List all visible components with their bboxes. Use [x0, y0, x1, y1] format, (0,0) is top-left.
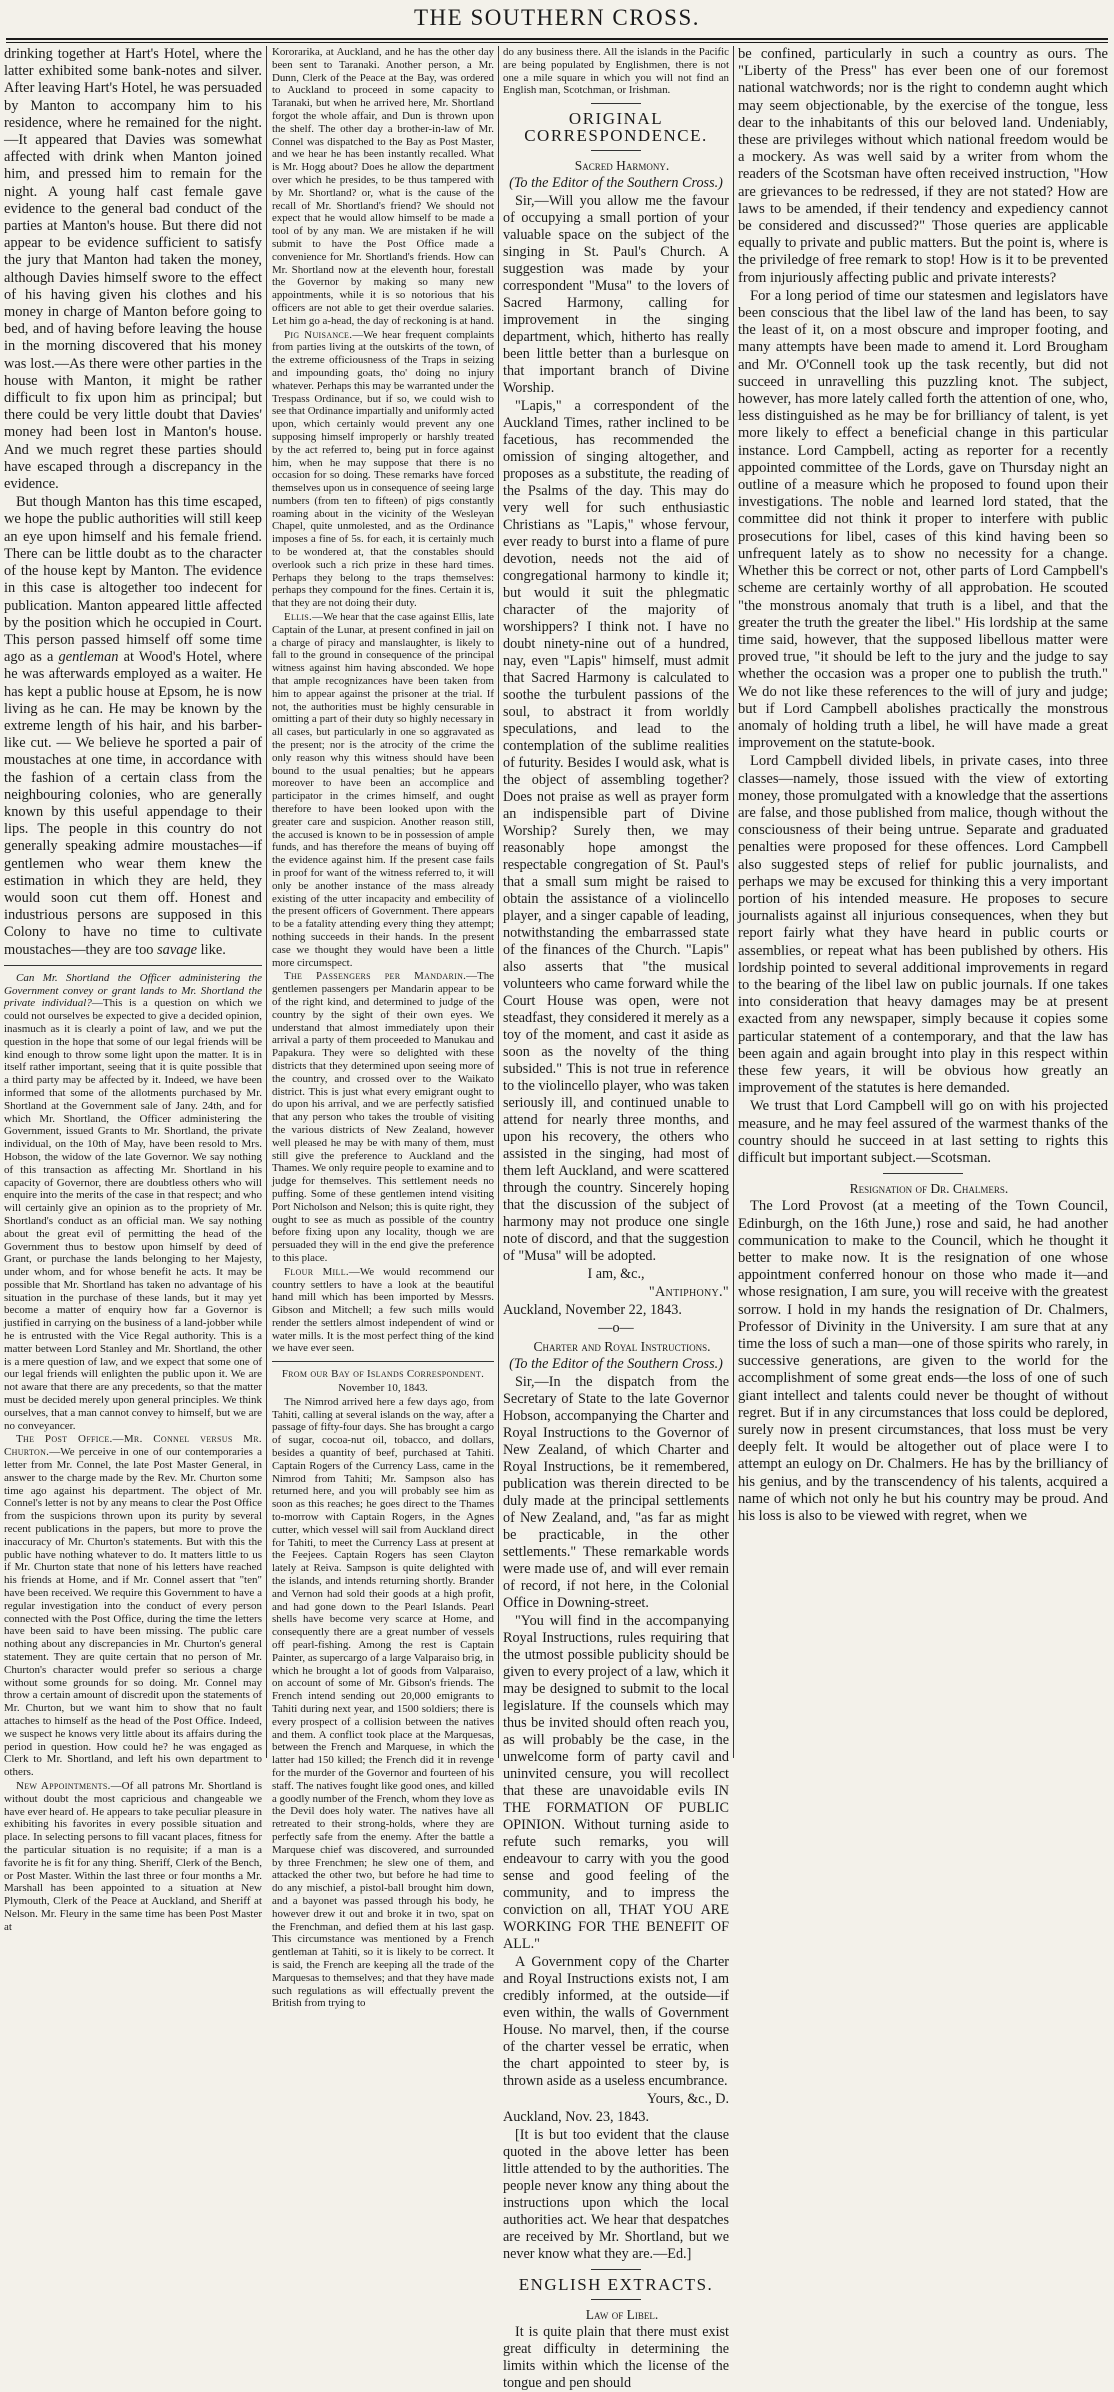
masthead-title: THE SOUTHERN CROSS.	[413, 5, 700, 30]
letter-paragraph: Sir,—In the dispatch from the Secretary of State to the late Governor Hobson, accompanying the Charter and Royal Instructions to the Governor of New Zealand, of which Charter and Royal Instructions, be it remembered, publication was therein directed to be duly made at the principal settlements of New Zealand, and, "as far as might be practicable, in the other settlements." These remarkable words were made use of, and will ever remain of record, if not here, in the Colonial Office in Downing-street.	[503, 1374, 729, 1612]
dateline: November 10, 1843.	[338, 1382, 428, 1395]
article-paragraph: Ellis.—We hear that the case against Ellis, late Captain of the Lunar, at present confined in jail on a charge of piracy and manslaughter, is likely to fall to the ground in consequence of the principal witness against him having absconded. We hope that ample recognizances have been taken from him to appear against the prisoner at the trial. If not, the authorities must be highly censurable in omitting a part of their duty so highly necessary in all cases, but particularly in one so aggravated as the present; nor is the atrocity of the crime the only reason why this witness should have been bound to the usual penalties; but he appears moreover to have been an accomplice and participator in the crimes himself, and ought therefore to have been looked upon with the greater care and suspicion. Another reason still, the accused is known to be in possession of ample funds, and has therefore the means of buying off the evidence against him. If the present case fails in proof for want of the witness referred to, it will only be another instance of the mass already existing of the utter incapacity and embecility of the present officers of Government. There appears to be a fatality attending every thing they attempt; nothing succeeds in their hands. In the present case we thought they would have been a little more circumspect.	[272, 611, 494, 969]
letter-addressee: (To the Editor of the Southern Cross.)	[509, 175, 723, 192]
article-paragraph: The Lord Provost (at a meeting of the Town Council, Edinburgh, on the 16th June,) rose and said, he had another communication to make to the Council, which he thought it better to make now. It is the resignation of one whose appointment conferred honour on those who made it—and whose resignation, I am sure, you will receive with the greatest sorrow. I hold in my hands the resignation of Dr. Chalmers, Professor of Divinity in the University. I am sure that at any time the loss of such a man—one of those spirits who rarely, in successive generations, are given to the world for the accomplishment of some great ends—the loss of one of such giant intellect and talents could never be thought of without regret. But if in any circumstances that loss could be deplored, surely now in present circumstances, that loss must be very deeply felt. It would be altogether out of place were I to attempt an eulogy on Dr. Chalmers. He has by the brilliancy of his genius, and by the transcendency of his talents, acquired a name of which not only he but his country may be proud. And his loss is also to be viewed with regret, when we	[738, 1198, 1108, 1525]
article-lead: Pig Nuisance.	[284, 328, 353, 341]
letter-paragraph: A Government copy of the Charter and Royal Instructions exists not, I am credibly informed, at the outside—if even within, the walls of Government House. No marvel, then, if the course of the charter vessel be erratic, when the chart appointed to steer by, is thrown aside as a useless encumbrance.	[503, 1954, 729, 2090]
masthead-rule-thin	[6, 42, 1108, 43]
letter-addressee: (To the Editor of the Southern Cross.)	[509, 1356, 723, 1373]
article-paragraph: Flour Mill.—We would recommend our country settlers to have a look at the beautiful hand mill which has been imported by Messrs. Gibson and Mitchell; a few such mills would render the settlers almost independent of wind or water mills. It is the most perfect thing of the kind we have ever seen.	[272, 1265, 495, 1355]
article-paragraph: Pig Nuisance.—We hear frequent complaints from parties living at the outskirts of the town, of the extreme officiousness of the Traps in seizing and impounding goats, tho' doing no injury whatever. Perhaps this may be warranted under the Trespass Ordinance, but if so, we could wish to see that Ordinance impartially and uniformly acted upon, which certainly would prevent any one supposing himself improperly or harshly treated by the act referred to, being put in force against him, when he may suppose that there is no occasion for so doing. These remarks have forced themselves upon us in consequence of seeing large numbers (from ten to fifteen) of pigs constantly roaming about in the vicinity of the Wesleyan Chapel, quite unmolested, and as the Ordinance imposes a fine of 5s. for each, it is certainly much to be wondered at, that the constables should overlook such a rich prize in these hard times. Perhaps they belong to the traps themselves: perhaps they compound for the fines. Certain it is, that they are not doing their duty.	[272, 328, 494, 610]
letter-paragraph: "Lapis," a correspondent of the Auckland Times, rather inclined to be facetious, has recommended the omission of singing altogether, and proposes as a substitute, the reading of the Psalms of the day. This may do very well for such enthusiastic Christians as "Lapis," whose fervour, ever ready to burst into a flame of pure devotion, needs not the aid of congregational harmony to kindle it; but would it suit the phlegmatic character of the majority of worshippers? I think not. I have no doubt ninety-nine out of a hundred, nay, even "Lapis" himself, must admit that Sacred Harmony is calculated to soothe the turbulent passions of the soul, to abstract it from worldly speculations, and lead to the contemplation of the sublime realities of futurity. Besides I would ask, what is the object of assembling together? Does not praise as well as prayer form an indispensible part of Divine Worship? Surely then, we may reasonably hope amongst the respectable congregation of St. Paul's that a small sum might be raised to obtain the assistance of a violincello player, and a singer capable of leading, notwithstanding the embarrassed state of the finances of the Church. "Lapis" also asserts that "the musical volunteers who came forward while the Court House was open, were not steadfast, they considered it merely as a toy of the moment, and cast it aside as soon as the novelty of the thing subsided." This is not true in reference to the violincello player, who was taken seriously ill, and continued unable to attend for nearly three months, and upon his recovery, the others who assisted in the singing, had most of them left Auckland, and were scattered through the country. Sincerely hoping that the discussion of the subject of harmony may not produce one single note of discord, and that the suggestion of "Musa" will be adopted.	[503, 398, 729, 1265]
letter-date: Auckland, Nov. 23, 1843.	[503, 2109, 650, 2126]
article-paragraph: We trust that Lord Campbell will go on with his projected measure, and he may feel assured of the warmest thanks of the country should he succeed in at last setting to rights this difficult but important subject.—Scotsman.	[738, 1098, 1108, 1166]
masthead-rule	[6, 38, 1108, 40]
letter-signature: Yours, &c., D.	[646, 2091, 729, 2108]
article-lead: Ellis.	[284, 611, 313, 624]
section-heading: ORIGINAL CORRESPONDENCE.	[524, 109, 708, 146]
article-paragraph: Lord Campbell divided libels, in private cases, into three classes—namely, those issued with the view of extorting money, those promulgated with a knowledge that the assertions are false, and those published from malice, though without the consciousness of their being untrue. Separate and graduated penalties were proposed for these offences. Lord Campbell also suggested steps of relief for public journalists, and perhaps we may be excused for thinking this a very important portion of his intended measure. He proposes to secure journalists against all injurious consequences, when they but report fairly what they have heard in public courts or assemblies, or repeat what has been published by others. His lordship pointed to several additional improvements in regard to the bearing of the libel law on public journals. If one takes into consideration that heavy damages may be at present exacted from any newspaper, simply because it copies some particular statement of a contemporary, and that the law has been again and again brought into play in this respect within these few years, it will be obvious how greatly an improvement of the statutes is here demanded.	[738, 753, 1108, 1097]
letter-paragraph: "You will find in the accompanying Royal Instructions, rules requiring that the utmost possible publicity should be given to every project of a law, which it may be designed to submit to the local legislature. If the counsels which may thus be invited should often reach you, as will probably be the case, in the unwelcome form of party cavil and uninvited censure, you will recollect that these are unavoidable evils IN THE FORMATION OF PUBLIC OPINION. Without turning aside to refute such remarks, you will endeavour to carry with you the good sense and good feeling of the community, and to impress the conviction on all, THAT YOU ARE WORKING FOR THE BENEFIT OF ALL."	[503, 1613, 729, 1953]
letter-heading: Sacred Harmony.	[574, 158, 670, 174]
article-paragraph: But though Manton has this time escaped, we hope the public authorities will still keep an eye upon himself and his female friend. There can be little doubt as to the character of the house kept by Manton. The evidence in this case is altogether too indecent for publication. Manton appeared little affected by the position which he occupied in Court. This person passed himself off some time ago as a gentleman at Wood's Hotel, where he was afterwards employed as a waiter. He has kept a public house at Epsom, he is now living as he can. He may be known by the extreme length of his hair, and his barber-like cut. — We believe he sported a pair of moustaches at one time, in accordance with the fashion of a certain class from the neighbouring colonies, who are generally known by this useful appendage to their lips. The people in this country do not generally speaking admire moustaches—if gentlemen who wear them knew the estimation in which they are held, they would soon cut them off. Honest and industrious persons are supposed in this Colony to have no time to cultivate moustaches—they are too savage like.	[4, 494, 262, 958]
letter-signoff: I am, &c.,	[587, 1266, 645, 1283]
article-paragraph: The Post Office.—Mr. Connel versus Mr. Churton.—We perceive in one of our contemporaries a letter from Mr. Connel, the late Post Master General, in answer to the charge made by the Rev. Mr. Churton some time ago against his department. The object of Mr. Connel's letter is not by any means to clear the Post Office from the suspicions thrown upon its purity by several recent publications in the papers, but more to prove the inaccuracy of Mr. Churton's statements. But with this the public have nothing whatever to do. It matters little to us if Mr. Churton state that none of his letters have reached his friends at Home, and if Mr. Connel assert that "ten" have been received. We require this Government to have a regular investigation into the conduct of every person connected with the Post Office, during the time the letters have been said to have been missing. The public care nothing about any discrepancies in Mr. Churton's general statement. They are quite certain that no person of Mr. Churton's character would prefer so serious a charge without some grounds for so doing. Mr. Connel may throw a certain amount of discredit upon the statements of Mr. Churton, but we want him to show that no fault attaches to himself as the head of the Post Office. Indeed, we suspect he knows very little about its affairs during the period in question. How could he? he was engaged as Clerk to Mr. Shortland, and left his own department to others.	[4, 1433, 262, 1779]
article-divider	[272, 1361, 494, 1362]
column-divider	[498, 46, 499, 1758]
section-heading: From our Bay of Islands Correspondent.	[281, 1368, 485, 1381]
article-paragraph: For a long period of time our statesmen and legislators have been conscious that the libel law of the land has been, to say the least of it, on a most obscure and improper footing, and many attempts have been made to amend it. Lord Brougham and Mr. O'Connell took up the task recently, but did not succeed in unravelling this puzzling knot. The subject, however, has more lately called forth the attention of one, who, less distinguished as he may be for brilliancy of talent, is yet more likely to effect a beneficial change in this particular instance. Lord Campbell, acting as reporter for a recently appointed committee of the Lords, gave on Thursday night an outline of a measure which he proposed to found upon their investigations. The noble and learned lord stated, that the committee did not think it proper to interfere with public prosecutions for libel, cases of this kind having been so unfrequent lately as to show no necessity for a change. Whether this be correct or not, other parts of Lord Campbell's scheme are certainly worthy of all approbation. He scouted "the monstrous anomaly that truth is a libel, and that the greater the truth the greater the libel." His lordship at the same time said, however, that the supposed libellous matter were proved true, "it should be left to the jury and the judge to say whether the occasion was a proper one to publish the truth." We do not like these references to the will of jury and judge; but if Lord Campbell abolishes practically the monstrous anomaly of holding truth a libel, he will have made a great improvement on the statute-book.	[738, 287, 1108, 752]
section-heading: ENGLISH EXTRACTS.	[518, 2275, 714, 2295]
article-paragraph: Kororarika, at Auckland, and he has the other day been sent to Taranaki. Another person, a Mr. Dunn, Clerk of the Peace at the Bay, was ordered to Auckland to proceed in some capacity to Taranaki, but when he arrived here, Mr. Shortland forgot the whole affair, and Dun is thrown upon the shelf. The other day a brother-in-law of Mr. Connel was dispatched to the Bay as Post Master, and we hear he has been instantly recalled. What is Mr. Hogg about? Does he allow the department over which he presides, to be thus tampered with by Mr. Shortland? or, what is the cause of the recall of Mr. Shortland's friend? We should not expect that he would allow himself to be made a tool of by any man. We are mistaken if he will submit to have the Post Office made a convenience for Mr. Shortland's friends. How can Mr. Shortland now at the eleventh hour, forestall the Governor by making so many new appointments, while it is so notorious that his officers are not able to get their overdue salaries. Let him go a-head, the day of reckoning is at hand.	[272, 46, 494, 327]
article-heading: Resignation of Dr. Chalmers.	[849, 1181, 1009, 1197]
article-divider	[591, 150, 641, 151]
column-4	[738, 46, 1108, 1758]
letter-heading: Charter and Royal Instructions.	[533, 1339, 711, 1355]
column-divider	[266, 46, 267, 1758]
article-heading: Law of Libel.	[585, 2307, 659, 2323]
separator: —o—	[598, 1320, 634, 1337]
column-3	[503, 46, 729, 2392]
article-paragraph: drinking together at Hart's Hotel, where the latter exhibited some bank-notes and silver. After leaving Hart's Hotel, he was persuaded by Manton to accompany him to his residence, where he remained for the night.—It appeared that Davies was somewhat affected with drink when Manton joined him, and pressed him to remain for the night. A young half cast female gave evidence to the general bad conduct of the parties at Manton's house. But there did not appear to be evidence sufficient to satisfy the jury that Manton had taken the money, although Davies himself swore to the effect of his having given his clothes and his money in charge of Manton before going to bed, and of having before leaving the house in the morning discovered that his money was lost.—As there were other parties in the house with Manton, it might be rather difficult to fix upon him as principal; but there could be very little doubt that Davies' money had been lost in Manton's house. And we much regret these parties should have escaped through a discrepancy in the evidence.	[4, 46, 262, 493]
article-divider	[591, 2269, 641, 2270]
editor-note: [It is but too evident that the clause quoted in the above letter has been little attended to by the authorities. The people never know any thing about the instructions upon which the local authorities act. We hear that despatches are received by Mr. Shortland, but we never know what they are.—Ed.]	[503, 2127, 729, 2263]
article-headline: Can Mr. Shortland the Officer administering the Government convey or grant lands to Mr. Shortland the private individual?	[4, 971, 262, 1010]
article-divider	[591, 2299, 641, 2300]
article-divider	[591, 103, 641, 104]
article-paragraph: New Appointments.—Of all patrons Mr. Shortland is without doubt the most capricious and changeable we have ever heard of. He appears to take peculiar pleasure in exhibiting his favorites in every possible situation and place. In selecting persons to fill vacant places, fitness for the particular situation is no requisite; if a man is a favorite he is fit for any thing. Sheriff, Clerk of the Bench, or Post Master. Within the last three or four months a Mr. Marshall has been appointed to a situation at New Plymouth, Clerk of the Peace at Auckland, and Sheriff at Nelson. Mr. Fleury in the same time has been Post Master at	[4, 1779, 262, 1933]
article-lead: The Post Office.—Mr. Connel versus Mr. Churton.	[4, 1433, 262, 1459]
column-1	[4, 46, 263, 1933]
article-lead: The Passengers per Mandarin.	[284, 970, 467, 983]
article-paragraph: be confined, particularly in such a country as ours. The "Liberty of the Press" has ever been one of our foremost national watchwords; nor is the right to condemn aught which may seem objectionable, by the exercise of the tongue, less dear to the inhabitants of this our beloved land. Undeniably, these are privileges without which national freedom would be a mockery. As was well said by a writer from whom the readers of the Scotsman have often received instruction, "How are grievances to be redressed, if they are not stated? How are laws to be amended, if their tendency and expediency cannot be considered and discussed?" Those queries are applicable equally to private and public matters. But the point is, where is the priviledge of free remark to stop! How is it to be prevented from injuriously affecting public and private interests?	[738, 46, 1108, 286]
letter-signature: "Antiphony."	[648, 1284, 729, 1301]
article-paragraph: It is quite plain that there must exist great difficulty in determining the limits within which the license of the tongue and pen should	[503, 2324, 729, 2392]
letter-paragraph: Sir,—Will you allow me the favour of occupying a small portion of your valuable space on the subject of the singing in St. Paul's Church. A suggestion was made by your correspondent "Musa" to the lovers of Sacred Harmony, calling for improvement in the singing department, which, hitherto has really been little better than a burlesque on that important branch of Divine Worship.	[503, 193, 729, 397]
article-paragraph: do any business there. All the islands in the Pacific are being populated by Englishmen, there is not one a mile square in which you will not find an English man, Scotchman, or Irishman.	[503, 46, 729, 97]
article-paragraph: Can Mr. Shortland the Officer administering the Government convey or grant lands to Mr. Shortland the private individual?—This is a question on which we could not ourselves be expected to give a decided opinion, inasmuch as it is clearly a point of law, and we put the question in the hope that some of our legal friends will be kind enough to throw some light upon the matter. It is in itself rather important, seeing that it is quite possible that a third party may be affected by it. Indeed, we have been informed that some of the allotments purchased by Mr. Shortland at the Government sale of Jany. 24th, and for which Mr. Shortland, the Officer administering the Government, issued Grants to Mr. Shortland, the private individual, on the 10th of May, have been resold to Mrs. Hobson, the widow of the late Governor. We say nothing of this transaction as affecting Mr. Shortland in his capacity of Governor, there are doubtless others who will enquire into the merits of the case in that respect; and who will certainly give an opinion as to the propriety of Mr. Shortland's conduct as an official man. We say nothing about the great evil of permitting the head of the Government thus to bestow upon himself by deed of Grant, or purchase the lands belonging to her Majesty, under whom, and for whose benefit he acts. It may be possible that Mr. Shortland has taken no advantage of his situation in the purchase of these lands, but it may yet become a matter of enquiry how far a Governor is justified in carrying on the business of a land-jobber while he is entrusted with the Vice Regal authority. This is a matter between Lord Stanley and Mr. Shortland, the other is a mere question of law, and we expect that some one of our legal friends will enlighten the public upon it. We are not aware that there are any precedents, so that the matter must be decided merely upon general principles. We think ourselves, that a man cannot convey to himself, but we are no conveyancer.	[4, 971, 263, 1432]
column-divider	[733, 46, 734, 1758]
letter-date: Auckland, November 22, 1843.	[503, 1302, 682, 1319]
article-divider	[4, 965, 262, 966]
column-2	[272, 46, 495, 2010]
article-lead: New Appointments.	[16, 1779, 111, 1792]
article-paragraph: The Nimrod arrived here a few days ago, from Tahiti, calling at several islands on the way, after a passage of fifty-four days. She has brought a cargo of sugar, cocoa-nut oil, tobacco, and dollars, besides a quantity of beef, purchased at Tahiti. Captain Rogers of the Currency Lass, came in the Nimrod from Tahiti; Mr. Sampson also has returned here, and you will probably see him as soon as this reaches; he goes direct to the Thames to-morrow with Captain Rogers, in the Agnes cutter, which vessel will sail from Auckland direct for Tahiti, to meet the Currency Lass at present at the Feejees. Captain Rogers has seen Clayton lately at Reiva. Sampson is quite delighted with the islands, and intends returning shortly. Brander and Vernon had sold their goods at a high profit, and had gone down to the Pearl Islands. Pearl shells have become very scarce at Home, and consequently there are a great number of vessels off pearl-fishing. Among the rest is Captain Painter, as supercargo of a large Valparaiso brig, in which he brought a lot of goods from Valparaiso, on account of some of Mr. Gibson's friends. The French intend sending out 20,000 emigrants to Tahiti during next year, and 1500 soldiers; there is every prospect of a collision between the natives and them. A conflict took place at the Marquesas, between the French and Marquese, in which the latter had 150 killed; the French did it in revenge for the murder of the Governor and fourteen of his staff. The natives fought like good ones, and killed a goodly number of the French, whom they love as the Devil does holy water. The natives have all retreated to their strong-holds, where they are perfectly safe from the enemy. After the battle a Marquese chief was discovered, and surrounded by three Frenchmen; he slew one of them, and attacked the other two, but before he had time to do any mischief, a pistol-ball brought him down, and a bayonet was passed through his body, he however drew it out and broke it in two, spat on the Frenchman, and defied them at his last gasp. This circumstance was mentioned by a French gentleman at Tahiti, so it is likely to be correct. It is said, the French are keeping all the trade of the Marquesas to themselves; and that they have made such regulations as will effectually prevent the British from trying to	[272, 1395, 494, 2010]
article-paragraph: The Passengers per Mandarin.—The gentlemen passengers per Mandarin appear to be of the right kind, and determined to judge of the country by the sight of their own eyes. We understand that almost immediately upon their arrival a party of them proceeded to Manukau and Papakura. They were so delighted with these districts that they determined upon seeing more of the country, and crossed over to the Waikato district. This is just what every emigrant ought to do upon his arrival, and we are perfectly satisfied that any person who takes the trouble of visiting the various districts of New Zealand, however well pleased he may be with many of them, must still give the preference to Auckland and the Thames. We only require people to examine and to judge for themselves. This settlement needs no puffing. Some of these gentlemen intend visiting Port Nicholson and Nelson; this is quite right, they ought to see as much as possible of the country before fixing upon any locality, though we are persuaded they will in the end give the preference to this place.	[272, 970, 494, 1264]
article-divider	[883, 1173, 963, 1174]
article-lead: Flour Mill.	[284, 1265, 349, 1278]
